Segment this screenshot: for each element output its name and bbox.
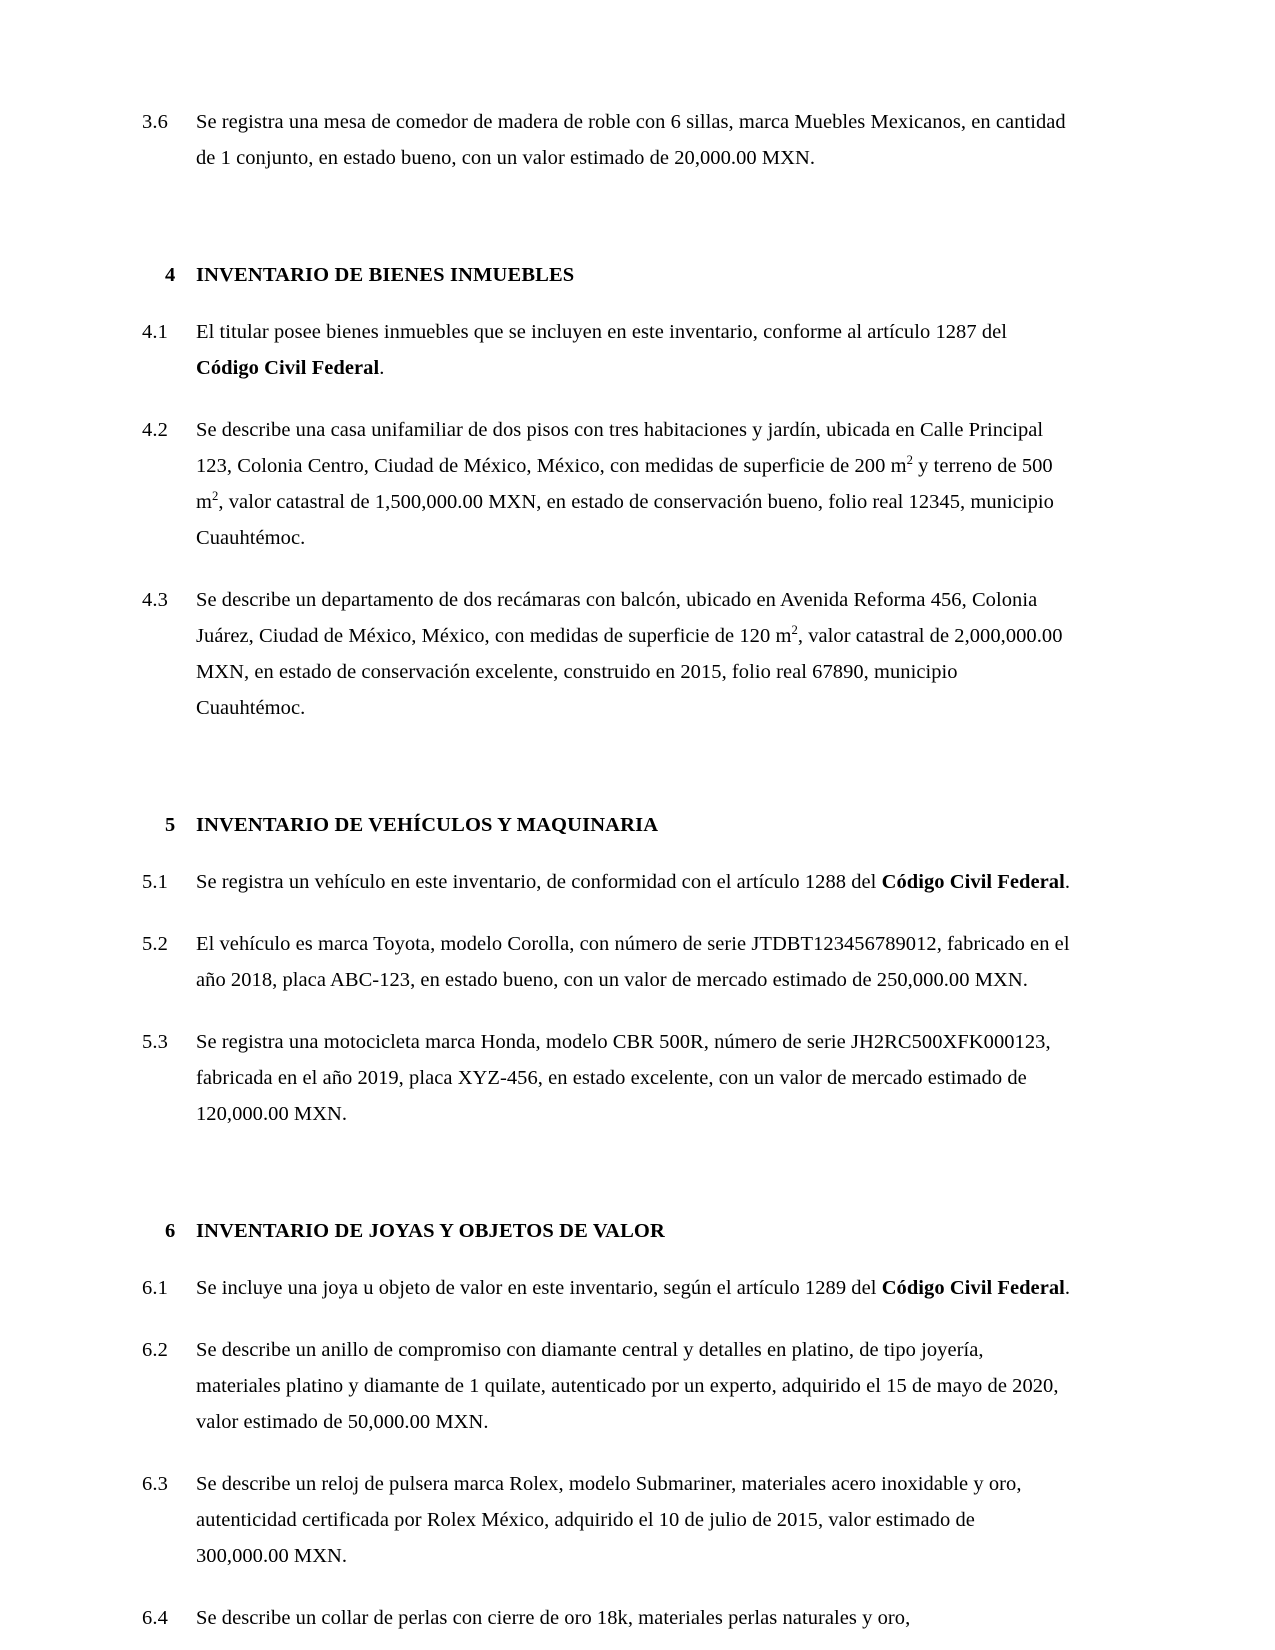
section-6-heading — [142, 1214, 1072, 1248]
document-body — [142, 104, 1072, 1650]
clause-6-3-number: 6.3 — [142, 1473, 168, 1495]
section-6-number: 6 — [165, 1220, 176, 1242]
superscript: 2 — [906, 453, 913, 468]
superscript: 2 — [212, 489, 219, 504]
clause-5-2-text: El vehículo es marca Toyota, modelo Corolla, con número de serie JTDBT123456789012, fabricado en el año 2018, placa ABC-123, en estado bueno, con un valor de mercado estimado de 250,000.00 MXN. — [196, 933, 1070, 991]
superscript: 2 — [791, 623, 798, 638]
clause-5-3 — [142, 1024, 1072, 1132]
section-5-heading — [142, 808, 1072, 842]
clause-4-2-text: Se describe una casa unifamiliar de dos pisos con tres habitaciones y jardín, ubicada en Calle Principal 123, Colonia Centro, Ciudad de México, México, con medidas de superficie de 200 $m^2$ y terreno de 500 $m^2$, valor catastral de 1,500,000.00 MXN, en estado de conservación bueno, folio real 12345, municipio Cuauhtémoc. — [196, 419, 1054, 549]
section-5-number: 5 — [165, 814, 176, 836]
clause-6-4 — [142, 1600, 1072, 1636]
clause-4-2 — [142, 412, 1072, 556]
section-4-number: 4 — [165, 264, 176, 286]
emphasis-text: Código Civil Federal — [196, 357, 380, 379]
clause-4-3-number: 4.3 — [142, 589, 168, 611]
vertical-spacer — [142, 752, 1072, 808]
clause-4-3-text: Se describe un departamento de dos recámaras con balcón, ubicado en Avenida Reforma 456, Colonia Juárez, Ciudad de México, México, con medidas de superficie de 120 $m^2$, valor catastral de 2,000,000.00 MXN, en estado de conservación excelente, construido en 2015, folio real 67890, municipio Cuauhtémoc. — [196, 589, 1063, 719]
clause-4-1-text: El titular posee bienes inmuebles que se incluyen en este inventario, conforme al artículo 1287 del Código Civil Federal. — [196, 321, 1008, 379]
clause-5-1-text: Se registra un vehículo en este inventario, de conformidad con el artículo 1288 del Código Civil Federal. — [196, 871, 1071, 893]
clause-5-1-number: 5.1 — [142, 871, 168, 893]
clause-5-1 — [142, 864, 1072, 900]
clause-6-1 — [142, 1270, 1072, 1306]
clause-5-2 — [142, 926, 1072, 998]
clause-5-2-number: 5.2 — [142, 933, 168, 955]
clause-5-3-number: 5.3 — [142, 1031, 168, 1053]
clause-6-4-text: Se describe un collar de perlas con cierre de oro 18k, materiales perlas naturales y oro, — [196, 1607, 911, 1629]
section-5-title: INVENTARIO DE VEHÍCULOS Y MAQUINARIA — [196, 814, 659, 836]
clause-3-6-text: Se registra una mesa de comedor de madera de roble con 6 sillas, marca Muebles Mexicanos, en cantidad de 1 conjunto, en estado bueno, con un valor estimado de 20,000.00 MXN. — [196, 111, 1066, 169]
clause-6-3-text: Se describe un reloj de pulsera marca Rolex, modelo Submariner, materiales acero inoxidable y oro, autenticidad certificada por Rolex México, adquirido el 10 de julio de 2015, valor estimado de 300,000.00 MXN. — [196, 1473, 1022, 1567]
clause-6-1-text: Se incluye una joya u objeto de valor en este inventario, según el artículo 1289 del Código Civil Federal. — [196, 1277, 1071, 1299]
clause-4-1 — [142, 314, 1072, 386]
emphasis-text: Código Civil Federal — [881, 1277, 1065, 1299]
clause-5-3-text: Se registra una motocicleta marca Honda, modelo CBR 500R, número de serie JH2RC500XFK000123, fabricada en el año 2019, placa XYZ-456, en estado excelente, con un valor de mercado estimado de 120,000.00 MXN. — [196, 1031, 1051, 1125]
clause-6-1-number: 6.1 — [142, 1277, 168, 1299]
section-4-title: INVENTARIO DE BIENES INMUEBLES — [196, 264, 575, 286]
clause-6-3 — [142, 1466, 1072, 1574]
clause-4-1-number: 4.1 — [142, 321, 168, 343]
section-6-title: INVENTARIO DE JOYAS Y OBJETOS DE VALOR — [196, 1220, 665, 1242]
clause-4-3 — [142, 582, 1072, 726]
clause-3-6-number: 3.6 — [142, 111, 168, 133]
vertical-spacer — [142, 202, 1072, 258]
vertical-spacer — [142, 1158, 1072, 1214]
clause-6-2 — [142, 1332, 1072, 1440]
clause-6-2-text: Se describe un anillo de compromiso con diamante central y detalles en platino, de tipo joyería, materiales platino y diamante de 1 quilate, autenticado por un experto, adquirido el 15 de mayo de 2020, valor estimado de 50,000.00 MXN. — [196, 1339, 1059, 1433]
clause-3-6 — [142, 104, 1072, 176]
clause-6-2-number: 6.2 — [142, 1339, 168, 1361]
clause-6-4-number: 6.4 — [142, 1607, 168, 1629]
section-4-heading — [142, 258, 1072, 292]
clause-4-2-number: 4.2 — [142, 419, 168, 441]
emphasis-text: Código Civil Federal — [881, 871, 1065, 893]
